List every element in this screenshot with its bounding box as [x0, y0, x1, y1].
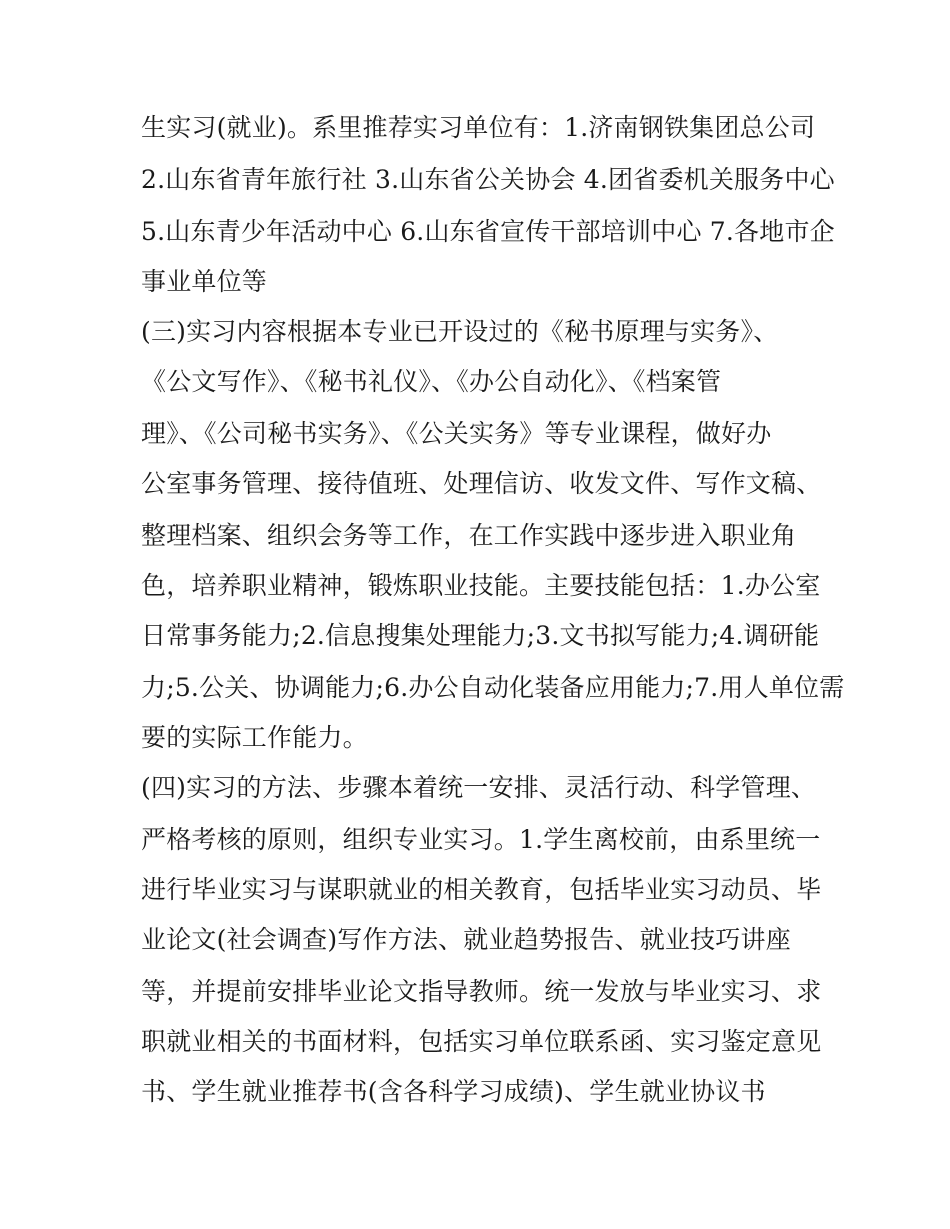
text-line: 事业单位等 — [141, 267, 268, 296]
text-line: 力;5.公关、协调能力;6.办公自动化装备应用能力;7.用人单位需 — [141, 673, 845, 702]
text-line: 5.山东青少年活动中心 6.山东省宣传干部培训中心 7.各地市企 — [141, 217, 835, 246]
text-line: 业论文(社会调查)写作方法、就业趋势报告、就业技巧讲座 — [141, 925, 791, 954]
text-line: 色，培养职业精神，锻炼职业技能。主要技能包括：1.办公室 — [141, 571, 821, 600]
text-line: (三)实习内容根据本专业已开设过的《秘书原理与实务》、 — [141, 317, 779, 346]
text-line: 生实习(就业)。系里推荐实习单位有：1.济南钢铁集团总公司 — [141, 113, 816, 142]
text-line: 理》、《公司秘书实务》、《公关实务》等专业课程，做好办 — [141, 419, 772, 448]
text-line: 等，并提前安排毕业论文指导教师。统一发放与毕业实习、求 — [141, 977, 822, 1006]
text-line: 要的实际工作能力。 — [141, 723, 368, 752]
text-line: 进行毕业实习与谋职就业的相关教育，包括毕业实习动员、毕 — [141, 875, 822, 904]
text-line: 《公文写作》、《秘书礼仪》、《办公自动化》、《档案管 — [141, 367, 722, 396]
text-line: (四)实习的方法、步骤本着统一安排、灵活行动、科学管理、 — [141, 773, 817, 802]
text-line: 公室事务管理、接待值班、处理信访、收发文件、写作文稿、 — [141, 469, 822, 498]
text-line: 书、学生就业推荐书(含各科学习成绩)、学生就业协议书 — [141, 1077, 766, 1106]
text-line: 整理档案、组织会务等工作，在工作实践中逐步进入职业角 — [141, 521, 797, 550]
text-line: 日常事务能力;2.信息搜集处理能力;3.文书拟写能力;4.调研能 — [141, 621, 820, 650]
text-line: 严格考核的原则，组织专业实习。1.学生离校前，由系里统一 — [141, 825, 821, 854]
text-line: 2.山东省青年旅行社 3.山东省公关协会 4.团省委机关服务中心 — [141, 165, 835, 194]
text-line: 职就业相关的书面材料，包括实习单位联系函、实习鉴定意见 — [141, 1027, 822, 1056]
